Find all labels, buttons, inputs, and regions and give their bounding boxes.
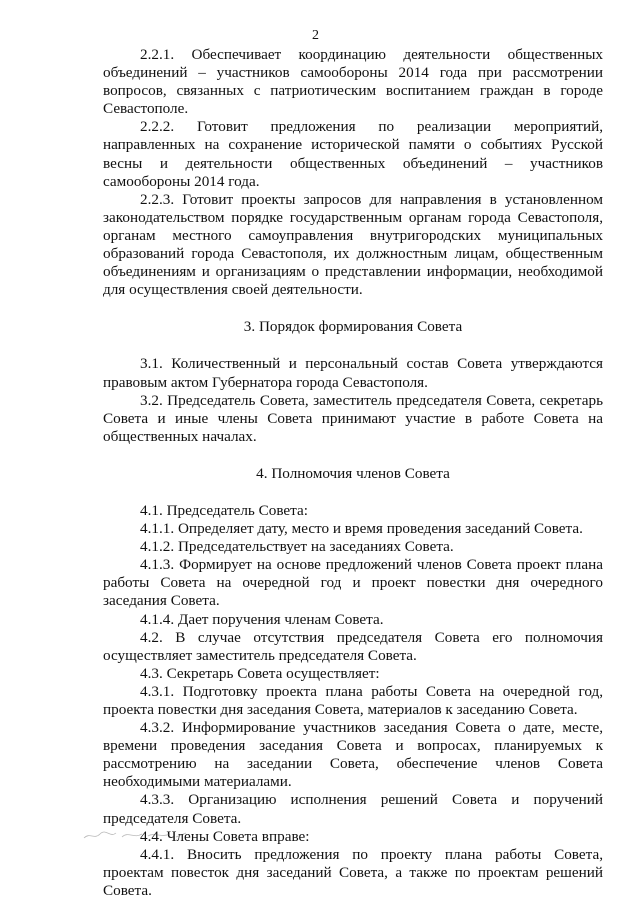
paragraph-4-3-2: 4.3.2. Информирование участников заседания Совета о дате, месте, времени проведения заседания Совета и вопросах, планируемых к рассмотрению на заседании Совета, обеспечение членов Совета необходимыми материалами. <box>103 719 603 791</box>
paragraph-4-1-1: 4.1.1. Определяет дату, место и время проведения заседаний Совета. <box>140 520 583 538</box>
handwritten-mark <box>82 828 192 842</box>
paragraph-2-2-3: 2.2.3. Готовит проекты запросов для направления в установленном законодательством порядке государственным органам города Севастополя, органам местного самоуправления внутригородских муниципальных образований города Севастополя, их должностным лицам, общественным объединениям и организациям о представлении информации, необходимой для осуществления своей деятельности. <box>103 190 603 299</box>
paragraph-4-1: 4.1. Председатель Совета: <box>140 501 308 519</box>
paragraph-3-1: 3.1. Количественный и персональный состав Совета утверждаются правовым актом Губернатора города Севастополя. <box>103 355 603 391</box>
paragraph-4-1-3: 4.1.3. Формирует на основе предложений членов Совета проект плана работы Совета на очередной год и проект повестки дня очередного заседания Совета. <box>103 556 603 610</box>
paragraph-4-3-1: 4.3.1. Подготовку проекта плана работы Совета на очередной год, проекта повестки дня заседания Совета, материалов к заседанию Совета. <box>103 682 603 718</box>
paragraph-2-2-1: 2.2.1. Обеспечивает координацию деятельности общественных объединений – участников самообороны 2014 года при рассмотрении вопросов, связанных с патриотическим воспитанием граждан в городе Севастополе. <box>103 46 603 118</box>
paragraph-4-1-4: 4.1.4. Дает поручения членам Совета. <box>140 610 384 628</box>
paragraph-2-2-2: 2.2.2. Готовит предложения по реализации мероприятий, направленных на сохранение исторической памяти о событиях Русской весны и деятельности общественных объединений – участников самообороны 2014 года. <box>103 118 603 190</box>
section-heading-4: 4. Полномочия членов Совета <box>256 464 450 482</box>
document-body <box>103 46 603 900</box>
paragraph-4-4: 4.4. Члены Совета вправе: <box>140 827 310 845</box>
paragraph-4-3: 4.3. Секретарь Совета осуществляет: <box>140 664 380 682</box>
page-number: 2 <box>312 28 319 43</box>
paragraph-4-2: 4.2. В случае отсутствия председателя Совета его полномочия осуществляет заместитель председателя Совета. <box>103 628 603 664</box>
paragraph-4-3-3: 4.3.3. Организацию исполнения решений Совета и поручений председателя Совета. <box>103 791 603 827</box>
paragraph-3-2: 3.2. Председатель Совета, заместитель председателя Совета, секретарь Совета и иные члены Совета принимают участие в работе Совета на общественных началах. <box>103 391 603 445</box>
paragraph-4-4-1: 4.4.1. Вносить предложения по проекту плана работы Совета, проектам повесток дня заседаний Совета, а также по проектам решений Совета. <box>103 845 603 899</box>
section-heading-3: 3. Порядок формирования Совета <box>243 318 463 336</box>
paragraph-4-1-2: 4.1.2. Председательствует на заседаниях Совета. <box>140 538 454 556</box>
